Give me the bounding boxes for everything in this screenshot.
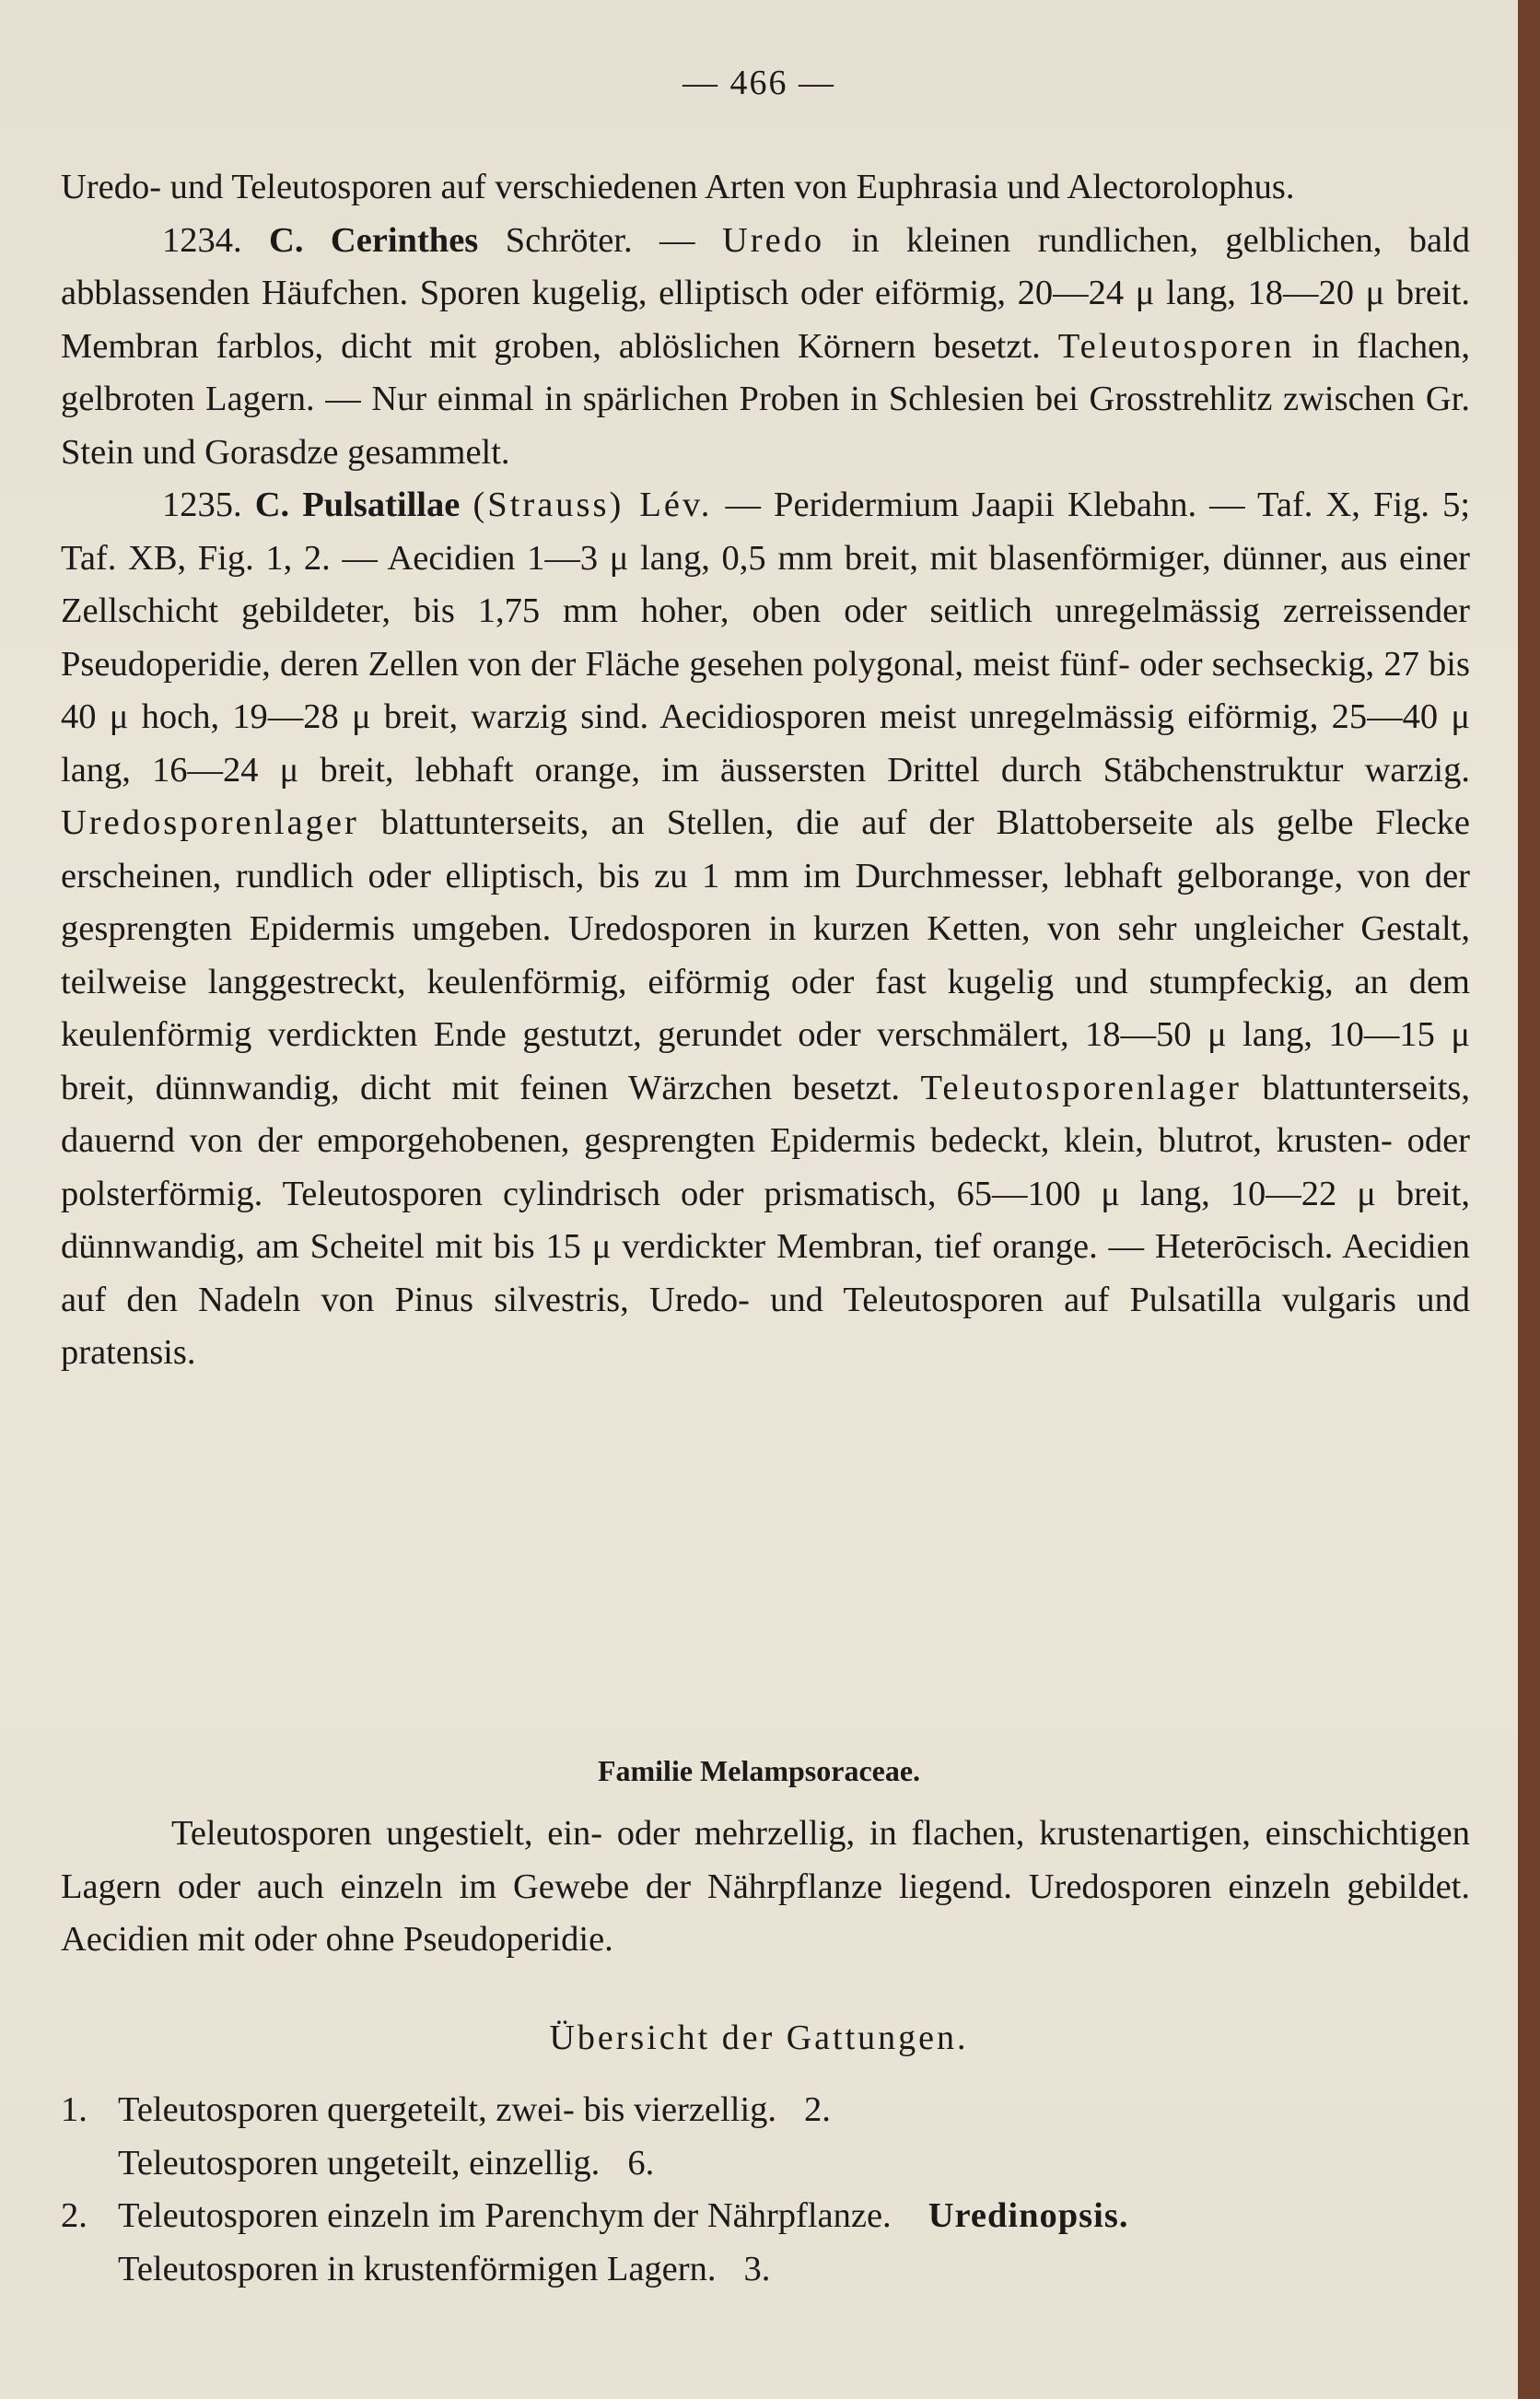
entry-number: 1235. <box>162 486 242 524</box>
key-row <box>61 2243 1470 2297</box>
key-reference: 2. <box>804 2090 831 2129</box>
entry-text: in kleinen rundlichen, gelblichen, bald abblassenden Häufchen. Sporen kugelig, elliptisch oder eiförmig, 20—24 μ lang, 18—20 μ breit. Membran farblos, dicht mit groben, ablöslichen Körnern besetzt. <box>61 220 1471 366</box>
family-description-text: Teleutosporen ungestielt, ein- oder mehrzellig, in flachen, krustenartigen, einschichtigen Lagern oder auch einzeln im Gewebe der Nährpflanze liegend. Uredosporen einzeln gebildet. Aecidien mit oder ohne Pseudoperidie. <box>61 1814 1470 1959</box>
entry-1234 <box>61 215 1470 480</box>
keyword-uredo: Uredo <box>721 220 825 260</box>
key-text-wrap <box>118 2243 770 2297</box>
species-descriptions <box>61 161 1470 1380</box>
species-name: C. Pulsatillae <box>254 486 461 524</box>
entry-text: in flachen, gelbroten Lagern. — Nur einmal in spärlichen Proben in Schlesien bei Grosstrehlitz zwischen Gr. Stein und Gorasdze gesammelt. <box>61 326 1471 472</box>
key-number: 2. <box>61 2196 88 2235</box>
key-row <box>61 2190 1470 2243</box>
genera-key <box>61 2084 1470 2296</box>
key-text: Teleutosporen ungeteilt, einzellig. <box>118 2143 601 2183</box>
entry-text: — Peridermium Jaapii Klebahn. — Taf. X, Fig. 5; Taf. XB, Fig. 1, 2. — Aecidien 1—3 μ lang, 0,5 mm breit, mit blasenförmiger, dünner, aus einer Zellschicht gebildeter, bis 1,75 mm hoher, oben oder seitlich unregelmässig zerreissender Pseudoperidie, deren Zellen von der Fläche gesehen polygonal, meist fünf- oder sechseckig, 27 bis 40 μ hoch, 19—28 μ breit, warzig sind. Aecidiosporen meist unregelmässig eiförmig, 25—40 μ lang, 16—24 μ breit, lebhaft orange, im äussersten Drittel durch Stäbchenstruktur warzig. <box>61 486 1471 790</box>
key-row <box>61 2137 1470 2191</box>
key-number: 1. <box>61 2090 88 2129</box>
key-text: Teleutosporen quergeteilt, zwei- bis vierzellig. <box>118 2090 777 2129</box>
paragraph-continuation: Uredo- und Teleutosporen auf verschiedenen Arten von Euphrasia und Alectorolophus. <box>61 168 1295 206</box>
key-text-wrap <box>118 2137 654 2191</box>
entry-number: 1234. <box>162 220 242 260</box>
keyword-teleutosporenlager: Teleutosporenlager <box>920 1068 1242 1107</box>
species-author: (Strauss) Lév. <box>472 486 713 524</box>
family-description <box>61 1808 1470 1967</box>
key-row <box>61 2084 1470 2137</box>
entry-1235 <box>61 479 1470 1380</box>
keyword-teleutosporen: Teleutosporen <box>1057 326 1295 366</box>
genus-name: Uredinopsis. <box>928 2196 1129 2235</box>
key-text: Teleutosporen in krustenförmigen Lagern. <box>118 2249 717 2288</box>
key-text-wrap <box>118 2084 831 2137</box>
species-name: C. Cerinthes <box>269 220 479 260</box>
entry-text: blattunterseits, dauernd von der emporgehobenen, gesprengten Epidermis bedeckt, klein, blutrot, krusten- oder polsterförmig. Teleutosporen cylindrisch oder prismatisch, 65—100 μ lang, 10—22 μ breit, dünnwandig, am Scheitel mit bis 15 μ verdickter Membran, tief orange. — Heterōcisch. Aecidien auf den Nadeln von Pinus silvestris, Uredo- und Teleutosporen auf Pulsatilla vulgaris und pratensis. <box>61 1068 1471 1372</box>
page-number: — 466 — <box>682 64 835 102</box>
keyword-uredosporenlager: Uredosporenlager <box>61 803 359 842</box>
genera-key-heading: Übersicht der Gattungen. <box>549 2019 969 2057</box>
key-reference: 6. <box>627 2143 655 2183</box>
key-text: Teleutosporen einzeln im Parenchym der Nährpflanze. <box>118 2196 892 2235</box>
species-author: Schröter. — <box>505 220 695 260</box>
key-reference: 3. <box>743 2249 771 2288</box>
family-heading: Familie Melampsoraceae. <box>597 1754 921 1787</box>
entry-text: blattunterseits, an Stellen, die auf der Blattoberseite als gelbe Flecke erscheinen, rundlich oder elliptisch, bis zu 1 mm im Durchmesser, lebhaft gelborange, von der gesprengten Epidermis umgeben. Uredosporen in kurzen Ketten, von sehr ungleicher Gestalt, teilweise langgestreckt, keulenförmig, eiförmig oder fast kugelig und stumpfeckig, an dem keulenförmig verdickten Ende gestutzt, gerundet oder verschmälert, 18—50 μ lang, 10—15 μ breit, dünnwandig, dicht mit feinen Wärzchen besetzt. <box>61 803 1471 1107</box>
key-text-wrap <box>118 2190 1128 2243</box>
